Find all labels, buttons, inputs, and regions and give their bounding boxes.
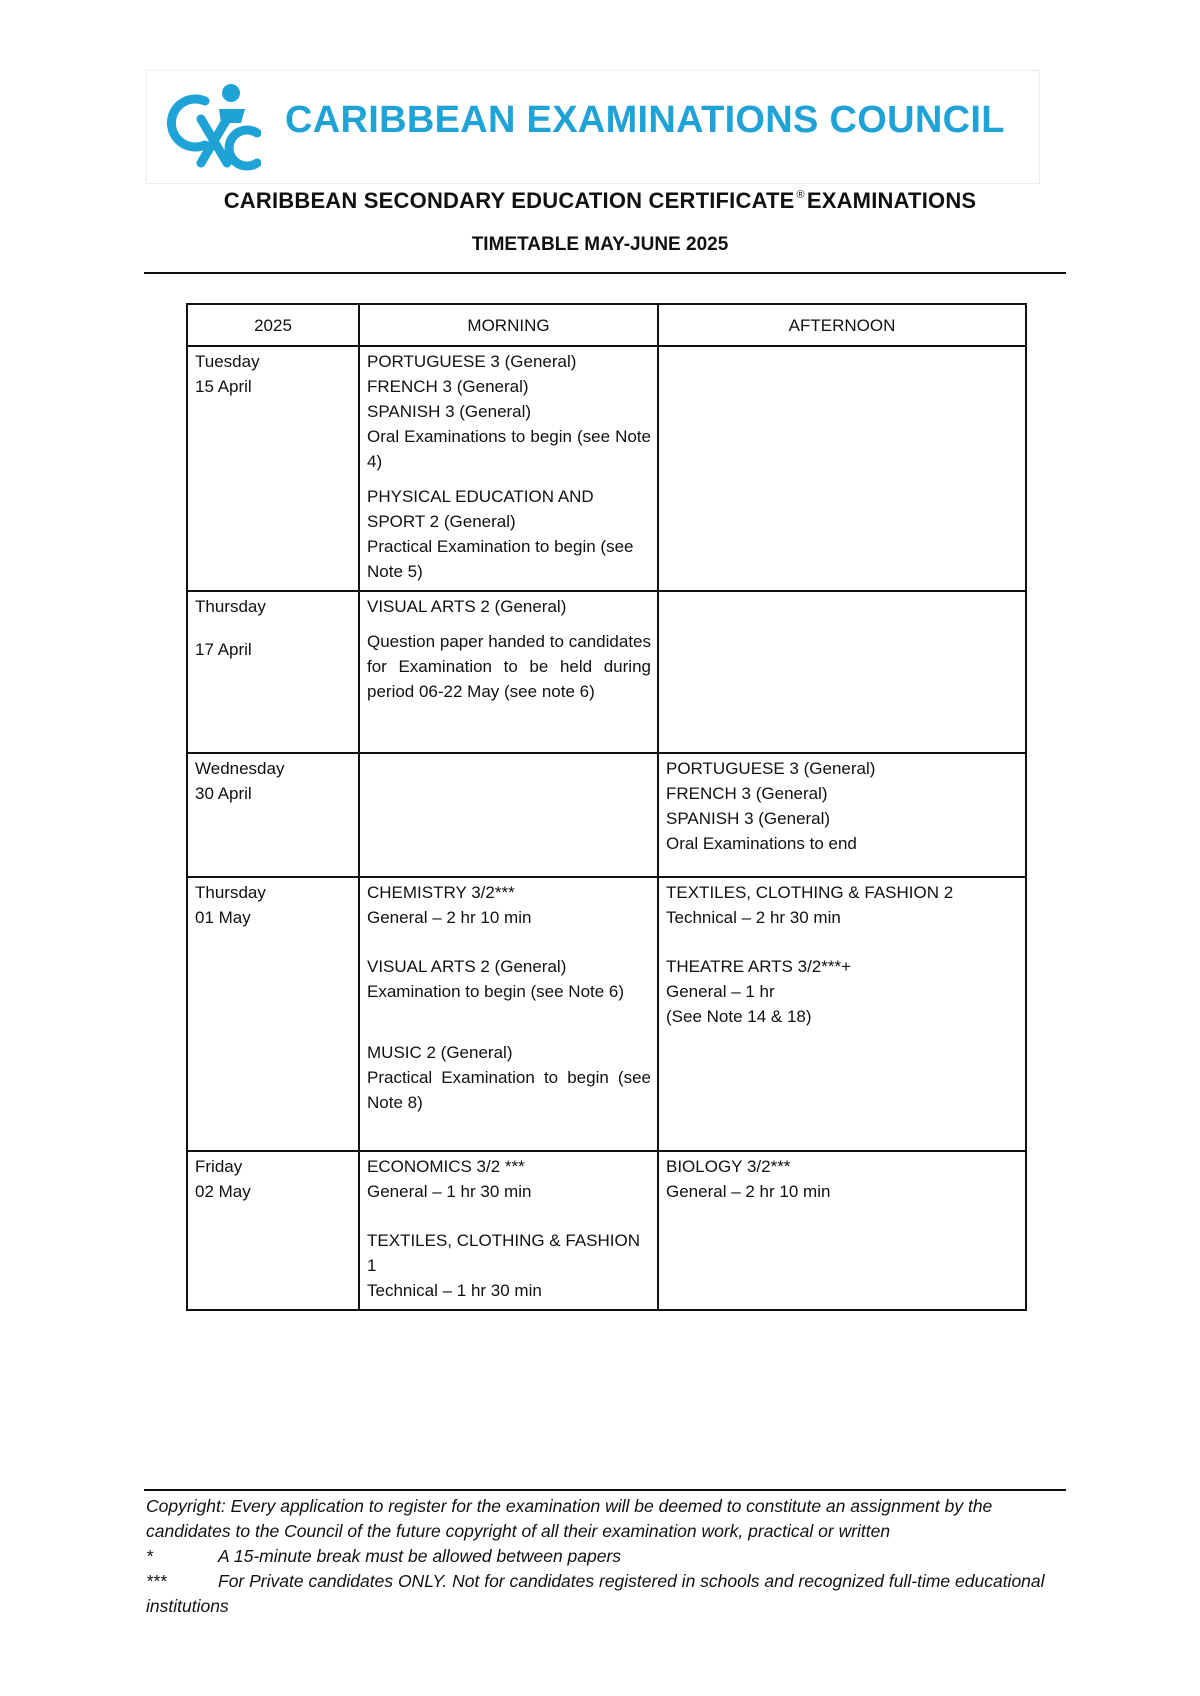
entry-line: FRENCH 3 (General) — [666, 784, 828, 803]
table-row — [187, 1151, 1026, 1310]
table-row — [187, 346, 1026, 591]
afternoon-cell — [658, 753, 1026, 877]
entry-line: PORTUGUESE 3 (General) — [666, 759, 876, 778]
footnote-mark: *** — [146, 1571, 167, 1591]
table-row — [187, 753, 1026, 877]
morning-cell — [359, 591, 658, 753]
entry-line: THEATRE ARTS 3/2***+ — [666, 957, 852, 976]
entry-line: FRENCH 3 (General) — [367, 377, 529, 396]
header-divider — [144, 272, 1066, 274]
exam-entry — [666, 1154, 1019, 1204]
footnote — [146, 1544, 1066, 1569]
column-header-morning: MORNING — [359, 304, 658, 346]
exam-entry — [666, 880, 1019, 930]
exam-entry — [367, 954, 651, 1004]
title-main: CARIBBEAN SECONDARY EDUCATION CERTIFICATE — [223, 188, 795, 213]
copyright-notice: Copyright: Every application to register for the examination will be deemed to constitute an assignment by the candidates to the Council of the future copyright of all their examination work, practical or written — [146, 1496, 993, 1541]
day-name: Wednesday — [195, 759, 285, 778]
entry-line: TEXTILES, CLOTHING & FASHION 1 — [367, 1231, 640, 1275]
morning-cell — [359, 877, 658, 1151]
footnote — [146, 1569, 1066, 1619]
entry-line: PHYSICAL EDUCATION AND SPORT 2 (General) — [367, 487, 594, 531]
entry-line: Practical Examination to begin (see Note 8) — [367, 1068, 651, 1112]
entry-line: (See Note 14 & 18) — [666, 1007, 812, 1026]
entry-line: CHEMISTRY 3/2*** — [367, 883, 515, 902]
table-row — [187, 877, 1026, 1151]
column-header-afternoon: AFTERNOON — [658, 304, 1026, 346]
document-subtitle: TIMETABLE MAY-JUNE 2025 — [471, 234, 729, 255]
entry-spacer — [666, 930, 1019, 954]
column-header-year: 2025 — [187, 304, 359, 346]
entry-line: SPANISH 3 (General) — [666, 809, 831, 828]
footnote-mark: * — [146, 1546, 153, 1566]
registered-mark: ® — [796, 189, 805, 201]
exam-entry — [666, 756, 1019, 856]
footnote-text: A 15-minute break must be allowed between papers — [218, 1546, 622, 1566]
entry-line: MUSIC 2 (General) — [367, 1043, 513, 1062]
entry-line: Technical – 1 hr 30 min — [367, 1281, 542, 1300]
entry-spacer — [367, 930, 651, 954]
entry-line: BIOLOGY 3/2*** — [666, 1157, 791, 1176]
entry-line: Technical – 2 hr 30 min — [666, 908, 841, 927]
day-name: Thursday — [195, 597, 266, 616]
date-cell — [187, 591, 359, 753]
cxc-logo-icon — [161, 79, 261, 175]
footer-divider — [144, 1489, 1066, 1491]
day-name: Friday — [195, 1157, 243, 1176]
afternoon-cell — [658, 346, 1026, 591]
date-value: 15 April — [195, 377, 252, 396]
entry-spacer — [367, 1204, 651, 1228]
entry-line: VISUAL ARTS 2 (General) — [367, 957, 567, 976]
morning-cell — [359, 346, 658, 591]
entry-line: General – 2 hr 10 min — [367, 908, 532, 927]
date-value: 01 May — [195, 908, 251, 927]
date-cell — [187, 753, 359, 877]
afternoon-cell — [658, 877, 1026, 1151]
entry-line: General – 2 hr 10 min — [666, 1182, 831, 1201]
footer-notes — [146, 1494, 1066, 1619]
entry-line: Question paper handed to candidates for Examination to be held during period 06-22 May (see note 6) — [367, 632, 651, 701]
document-title — [0, 188, 1200, 214]
date-value: 02 May — [195, 1182, 251, 1201]
date-cell — [187, 877, 359, 1151]
exam-entry — [666, 954, 1019, 1029]
title-tail: EXAMINATIONS — [806, 188, 977, 213]
exam-entry — [367, 880, 651, 930]
day-name: Thursday — [195, 883, 266, 902]
afternoon-cell — [658, 591, 1026, 753]
date-value: 30 April — [195, 784, 252, 803]
entry-spacer — [367, 1004, 651, 1040]
entry-line: Oral Examinations to begin (see Note 4) — [367, 427, 651, 471]
table-header-row — [187, 304, 1026, 346]
entry-line: SPANISH 3 (General) — [367, 402, 532, 421]
entry-line: General – 1 hr — [666, 982, 775, 1001]
logo-mark-letters: CXC — [211, 174, 214, 175]
morning-cell — [359, 1151, 658, 1310]
day-name: Tuesday — [195, 352, 260, 371]
exam-entry — [367, 484, 651, 584]
exam-entry — [367, 1228, 651, 1303]
council-name: CARIBBEAN EXAMINATIONS COUNCIL — [285, 99, 1005, 141]
date-value: 17 April — [195, 640, 252, 659]
exam-entry — [367, 349, 651, 474]
entry-line: Examination to begin (see Note 6) — [367, 982, 625, 1001]
exam-entry — [367, 1040, 651, 1115]
entry-line: Practical Examination to begin (see Note 5) — [367, 537, 634, 581]
entry-line: PORTUGUESE 3 (General) — [367, 352, 577, 371]
morning-cell — [359, 753, 658, 877]
afternoon-cell — [658, 1151, 1026, 1310]
date-cell — [187, 1151, 359, 1310]
date-cell — [187, 346, 359, 591]
entry-line: ECONOMICS 3/2 *** — [367, 1157, 525, 1176]
timetable — [186, 303, 1027, 1311]
exam-entry — [367, 1154, 651, 1204]
council-logo-banner — [146, 70, 1040, 184]
entry-line: TEXTILES, CLOTHING & FASHION 2 — [666, 883, 954, 902]
exam-entry — [367, 594, 651, 619]
entry-line: VISUAL ARTS 2 (General) — [367, 597, 567, 616]
exam-entry — [367, 629, 651, 704]
entry-line: Oral Examinations to end — [666, 834, 857, 853]
table-row — [187, 591, 1026, 753]
footnote-text: For Private candidates ONLY. Not for candidates registered in schools and recognized full-time educational institutions — [146, 1571, 1045, 1616]
entry-line: General – 1 hr 30 min — [367, 1182, 532, 1201]
